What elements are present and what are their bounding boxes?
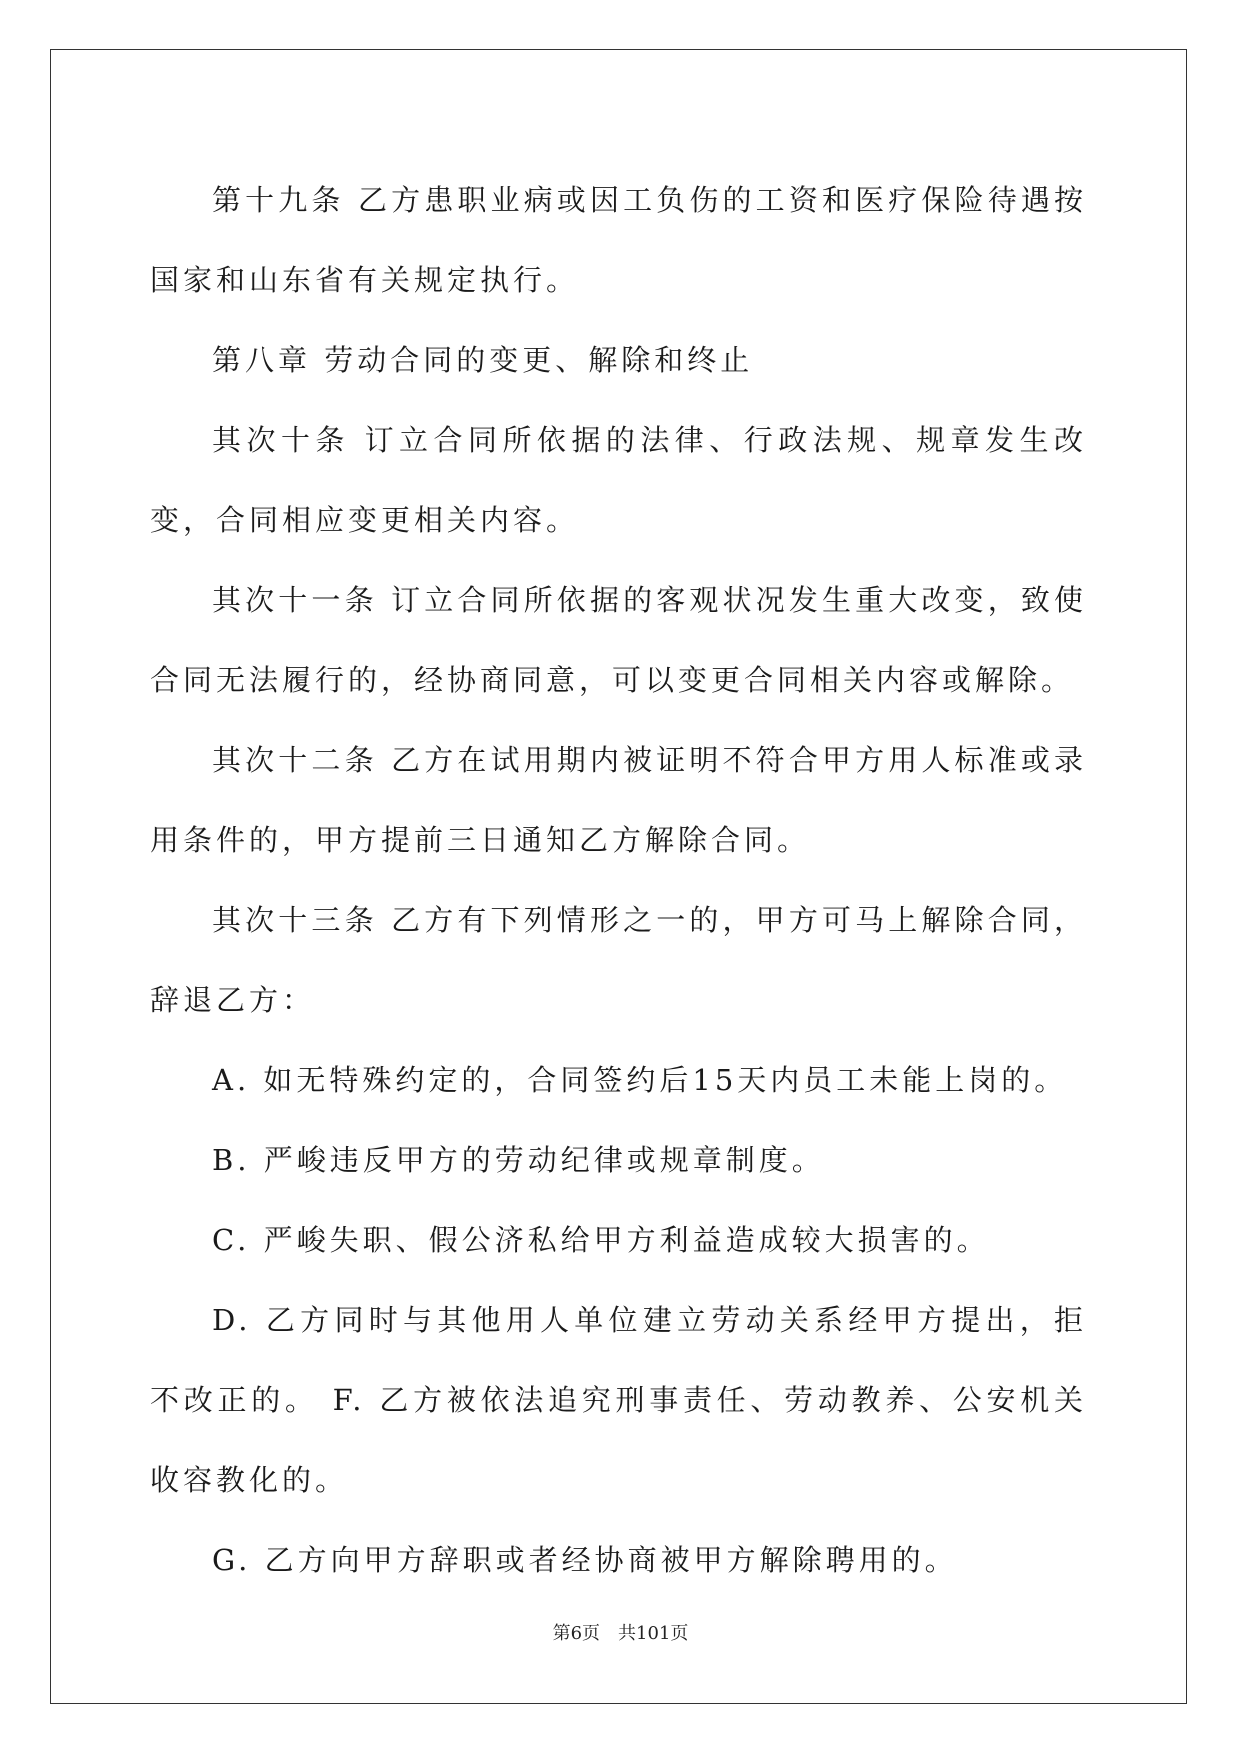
page-number: 第6页 [552, 1623, 601, 1644]
paragraph-article-19: 第十九条 乙方患职业病或因工负伤的工资和医疗保险待遇按国家和山东省有关规定执行。 [150, 183, 1087, 297]
paragraph-article-23: 其次十三条 乙方有下列情形之一的，甲方可马上解除合同，辞退乙方： [150, 903, 1087, 1017]
list-item-d-f: D. 乙方同时与其他用人单位建立劳动关系经甲方提出，拒不改正的。 F. 乙方被依法追究刑事责任、劳动教养、公安机关收容教化的。 [150, 1303, 1087, 1497]
list-item-a: A. 如无特殊约定的，合同签约后15天内员工未能上岗的。 [212, 1063, 1068, 1097]
paragraph-article-20: 其次十条 订立合同所依据的法律、行政法规、规章发生改变，合同相应变更相关内容。 [150, 423, 1087, 537]
list-item-b: B. 严峻违反甲方的劳动纪律或规章制度。 [212, 1143, 825, 1177]
paragraph-article-22: 其次十二条 乙方在试用期内被证明不符合甲方用人标准或录用条件的，甲方提前三日通知乙方解除合同。 [150, 743, 1087, 857]
page-footer [0, 1619, 1241, 1645]
list-item-c: C. 严峻失职、假公济私给甲方利益造成较大损害的。 [212, 1223, 990, 1257]
document-body [150, 160, 1087, 1600]
list-item-g: G. 乙方向甲方辞职或者经协商被甲方解除聘用的。 [212, 1543, 958, 1577]
paragraph-article-21: 其次十一条 订立合同所依据的客观状况发生重大改变，致使合同无法履行的，经协商同意，可以变更合同相关内容或解除。 [150, 583, 1087, 697]
page-total: 共101页 [618, 1623, 689, 1644]
chapter-heading: 第八章 劳动合同的变更、解除和终止 [212, 343, 754, 377]
